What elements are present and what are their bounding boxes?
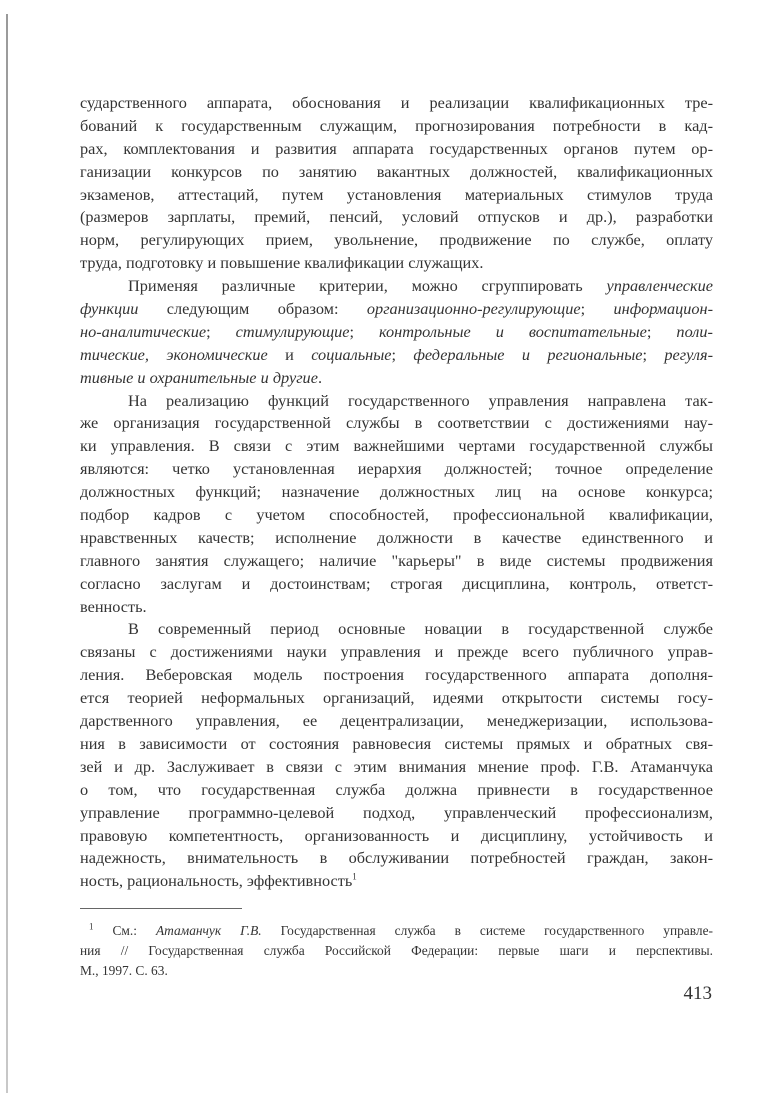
text-line: главного занятия служащего; наличие "карьеры" в виде системы продвижения [80, 550, 713, 570]
footnote-reference[interactable]: 1 [352, 871, 357, 882]
text-line: нравственных качеств; исполнение должности в качестве единственного и [80, 527, 713, 547]
text-line [80, 344, 713, 367]
text-run: ; [646, 321, 677, 341]
italic-term: регуля- [664, 344, 713, 364]
text-line: правовую компетентность, организованность и дисциплину, устойчивость и [80, 825, 713, 845]
italic-term: тивные и охранительные и другие [80, 367, 318, 387]
text-line: ется теорией неформальных организаций, идеями открытости системы госу- [80, 688, 713, 708]
text-line: подбор кадров с учетом способностей, профессиональной квалификации, [80, 505, 713, 525]
text-run: ность, рациональность, эффективность [80, 871, 353, 891]
text-line: На реализацию функций государственного управления направлена так- [128, 390, 713, 410]
italic-term: но-аналитические [80, 321, 207, 341]
text-line [80, 870, 713, 893]
text-line: должностных функций; назначение должностных лиц на основе конкурса; [80, 482, 713, 502]
text-run: Государственная служба в системе государственного управле- [261, 923, 713, 938]
text-line: труда, подготовку и повышение квалификации служащих. [80, 253, 484, 273]
text-run: Применяя различные критерии, можно сгруппировать [128, 276, 607, 296]
italic-term: социальные [311, 344, 392, 364]
text-line: бований к государственным служащим, прогнозирования потребности в кад- [80, 115, 713, 135]
text-run: См.: [93, 923, 156, 938]
italic-term: организационно-регулирующие [366, 299, 581, 319]
paragraph-3 [80, 390, 713, 619]
text-line: ления. Веберовская модель построения государственного аппарата дополня- [80, 665, 713, 685]
text-run: . [317, 367, 323, 387]
text-run: ; [580, 299, 614, 319]
text-line: зей и др. Заслуживает в связи с этим внимания мнение проф. Г.В. Атаманчука [80, 756, 713, 776]
text-line: норм, регулирующих прием, увольнение, продвижение по службе, оплату [80, 230, 713, 250]
italic-term: информацион- [613, 299, 713, 319]
text-line [80, 321, 713, 344]
italic-term: федеральные и региональные [413, 344, 643, 364]
italic-term: стимулирующие [235, 321, 350, 341]
text-run: ; [349, 321, 380, 341]
text-line: связаны с достижениями науки управления и прежде всего публичного управ- [80, 642, 713, 662]
text-line: венность. [80, 596, 147, 616]
text-line: являются: четко установленная иерархия должностей; точное определение [80, 459, 713, 479]
footnote-author: Атаманчук Г.В. [155, 923, 262, 938]
main-text [80, 92, 713, 893]
text-line [80, 275, 713, 298]
text-line: ганизации конкурсов по занятию вакантных должностей, квалификационных [80, 161, 713, 181]
text-line: сударственного аппарата, обоснования и реализации квалификационных тре- [80, 93, 713, 112]
text-run: и [267, 344, 312, 364]
italic-term: контрольные и воспитательные [379, 321, 647, 341]
text-run: следующим образом: [138, 299, 367, 319]
text-line: ки управления. В связи с этим важнейшими чертами государственной службы [80, 436, 713, 456]
text-run: ; [391, 344, 414, 364]
italic-term: функции [80, 299, 139, 319]
text-line: экзаменов, аттестаций, путем установления материальных стимулов труда [80, 184, 713, 204]
text-line: надежность, внимательность в обслуживании потребностей граждан, закон- [80, 848, 713, 868]
text-line: же организация государственной службы в соответствии с достижениями нау- [80, 413, 713, 433]
text-line: дарственного управления, ее децентрализации, менеджеризации, использова- [80, 711, 713, 731]
text-line: о том, что государственная служба должна привнести в государственное [80, 779, 713, 799]
paragraph-2 [80, 275, 713, 389]
text-line: управление программно-целевой подход, управленческий профессионализм, [80, 802, 713, 822]
footnote [80, 921, 713, 981]
footnote-line: М., 1997. С. 63. [80, 963, 168, 978]
paragraph-1 [80, 92, 713, 275]
page-spine-shadow [6, 14, 8, 1093]
text-run: ; [206, 321, 236, 341]
text-line [80, 367, 713, 390]
text-line: рах, комплектования и развития аппарата государственных органов путем ор- [80, 138, 713, 158]
paragraph-4 [80, 618, 713, 893]
italic-term: тические, экономические [80, 344, 268, 364]
page-number: 413 [683, 983, 712, 1004]
text-line: (размеров зарплаты, премий, пенсий, условий отпусков и др.), разработки [80, 207, 713, 227]
text-line: ния в зависимости от состояния равновесия системы прямых и обратных свя- [80, 733, 713, 753]
footnote-line [80, 921, 713, 941]
text-line: согласно заслугам и достоинствам; строгая дисциплина, контроль, ответст- [80, 573, 713, 593]
footnote-separator [80, 908, 242, 909]
text-run: ; [642, 344, 665, 364]
footnote-marker: 1 [89, 921, 94, 932]
italic-term: поли- [676, 321, 713, 341]
italic-term: управленческие [606, 276, 713, 296]
footnote-line: ния // Государственная служба Российской Федерации: первые шаги и перспективы. [80, 943, 713, 958]
text-line [80, 298, 713, 321]
text-line: В современный период основные новации в государственной службе [128, 619, 713, 639]
